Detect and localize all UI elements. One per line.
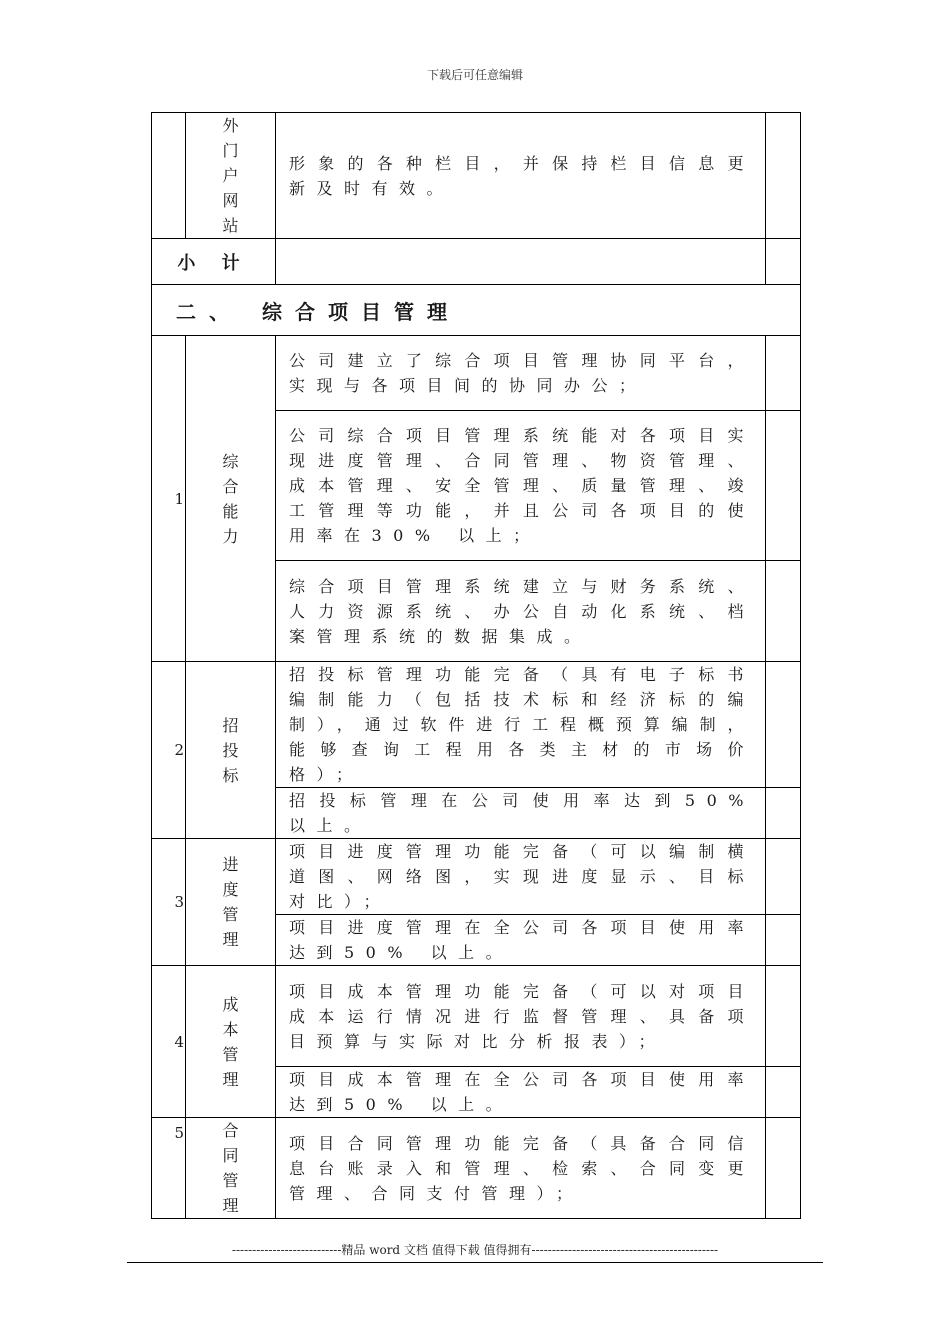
criteria-text: 综合项目管理系统建立与财务系统、人力资源系统、办公自动化系统、档案管理系统的数据集成。: [276, 561, 766, 662]
subtotal-value: [276, 239, 766, 285]
item-number: 4: [152, 966, 186, 1118]
category-cell: 进 度 管 理: [186, 839, 276, 966]
criteria-text: 项目进度管理在全公司各项目使用率达到50% 以上。: [276, 915, 766, 966]
category-cell: 成 本 管 理: [186, 966, 276, 1118]
score-cell: [766, 561, 801, 662]
item-number: 1: [152, 336, 186, 662]
section-title: 二、 综合项目管理: [152, 285, 801, 336]
score-cell: [766, 788, 801, 839]
criteria-text: 招投标管理功能完备（具有电子标书编制能力（包括技术标和经济标的编制），通过软件进行工程概预算编制，能够查询工程用各类主材的市场价格）；: [276, 662, 766, 788]
category-cell: 招 投 标: [186, 662, 276, 839]
score-cell: [766, 1067, 801, 1118]
score-cell: [766, 662, 801, 788]
item-number: 5: [152, 1118, 186, 1219]
category-cell: 外 门 户 网 站: [186, 113, 276, 239]
subtotal-row: [152, 239, 801, 285]
category-cell: 合 同 管 理: [186, 1118, 276, 1219]
score-cell: [766, 966, 801, 1067]
number-cell: [152, 113, 186, 239]
table-row: [152, 966, 801, 1067]
table-row: [152, 336, 801, 411]
item-number: 2: [152, 662, 186, 839]
score-cell: [766, 839, 801, 915]
criteria-text: 项目成本管理在全公司各项目使用率达到50% 以上。: [276, 1067, 766, 1118]
section-header-row: [152, 285, 801, 336]
criteria-text: 项目合同管理功能完备（具备合同信息台账录入和管理、检索、合同变更管理、合同支付管理）；: [276, 1118, 766, 1219]
score-cell: [766, 239, 801, 285]
criteria-text: 项目进度管理功能完备（可以编制横道图、网络图，实现进度显示、目标对比）；: [276, 839, 766, 915]
subtotal-label: 小 计: [152, 239, 276, 285]
table-row: [152, 839, 801, 915]
evaluation-table: [151, 112, 801, 1219]
score-cell: [766, 1118, 801, 1219]
category-cell: 综 合 能 力: [186, 336, 276, 662]
page-footer: ---------------------------精品 word 文档 值得下载 值得拥有----------------------------------------------: [231, 1243, 719, 1257]
table-row: [152, 113, 801, 239]
score-cell: [766, 915, 801, 966]
table-row: [152, 662, 801, 788]
page-header: 下载后可任意编辑: [426, 68, 523, 82]
score-cell: [766, 411, 801, 561]
criteria-text: 公司建立了综合项目管理协同平台，实现与各项目间的协同办公；: [276, 336, 766, 411]
item-number: 3: [152, 839, 186, 966]
criteria-text: 项目成本管理功能完备（可以对项目成本运行情况进行监督管理、具备项目预算与实际对比分析报表）；: [276, 966, 766, 1067]
criteria-text: 形象的各种栏目，并保持栏目信息更新及时有效。: [276, 113, 766, 239]
criteria-text: 公司综合项目管理系统能对各项目实现进度管理、合同管理、物资管理、成本管理、安全管理、质量管理、竣工管理等功能，并且公司各项目的使用率在30% 以上；: [276, 411, 766, 561]
score-cell: [766, 113, 801, 239]
score-cell: [766, 336, 801, 411]
table-row: [152, 1118, 801, 1219]
criteria-text: 招投标管理在公司使用率达到50% 以上。: [276, 788, 766, 839]
footer-divider: [127, 1262, 823, 1263]
